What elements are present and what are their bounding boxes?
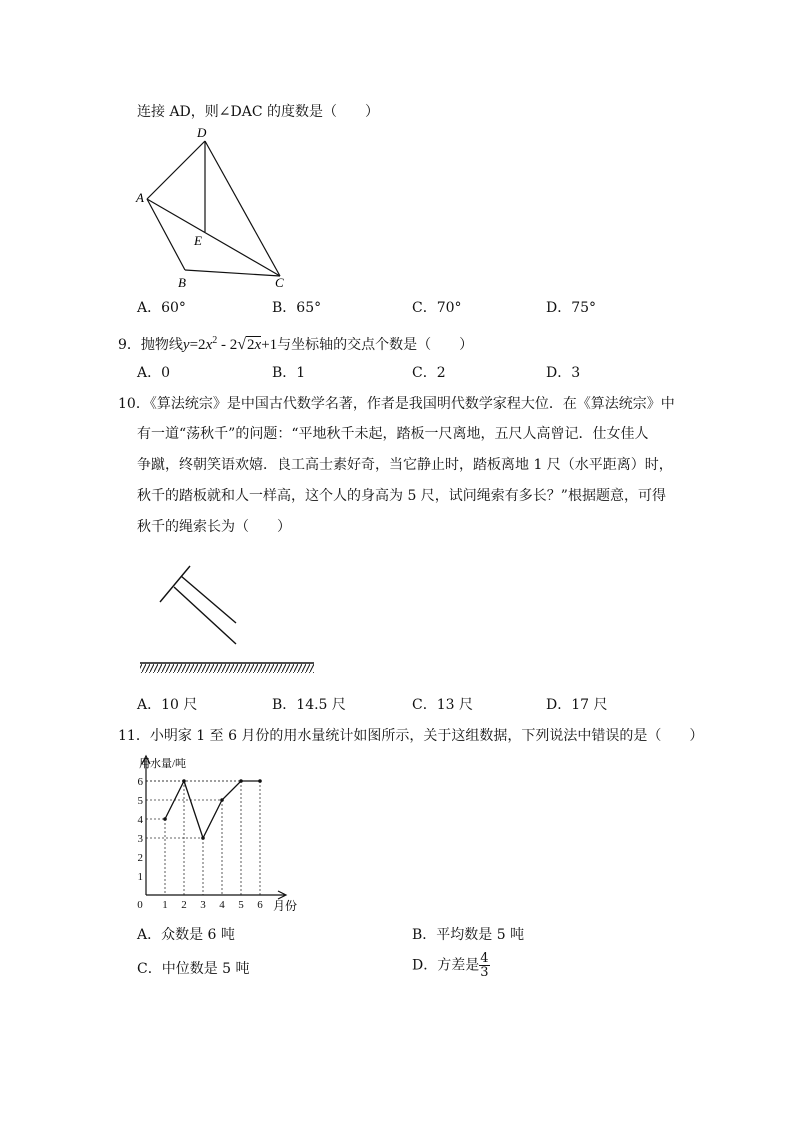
x-tick-label-2: 2 xyxy=(181,899,187,911)
q10-line-4: 秋千的踏板就和人一样高，这个人的身高为 5 尺，试问绳索有多长？”根据题意，可得 xyxy=(137,488,666,504)
q8-stem: 连接 AD，则∠DAC 的度数是（ ） xyxy=(137,104,380,120)
q8-figure xyxy=(130,122,300,294)
q9-option-a[interactable]: A．0 xyxy=(137,365,171,381)
q10-line-2: 有一道“荡秋千”的问题：“平地秋千未起，踏板一尺离地，五尺人高曾记．仕女佳人 xyxy=(137,426,649,442)
swing-figure xyxy=(138,560,318,680)
q11-stem: 11．小明家 1 至 6 月份的用水量统计如图所示，关于这组数据，下列说法中错误的是（ ） xyxy=(118,728,704,744)
segment-AD xyxy=(147,141,205,199)
q10-option-a[interactable]: A．10 尺 xyxy=(137,697,198,713)
swing-beam xyxy=(160,566,190,602)
x-tick-label-4: 4 xyxy=(219,899,225,911)
data-point-month-6 xyxy=(258,779,262,783)
label-D: D xyxy=(197,125,207,140)
q9-option-c[interactable]: C．2 xyxy=(412,365,446,381)
q11-option-d-prefix: D．方差是 xyxy=(412,957,480,974)
label-B: B xyxy=(178,275,186,290)
q8-option-a[interactable]: A．60° xyxy=(137,300,186,316)
variance-fraction: $\frac{4}{3}$ xyxy=(480,951,489,980)
q10-option-d[interactable]: D．17 尺 xyxy=(546,697,608,713)
ground-hatch xyxy=(140,664,314,673)
swing-rope-1 xyxy=(181,576,236,623)
q9-option-d[interactable]: D．3 xyxy=(546,365,581,381)
x-tick-label-5: 5 xyxy=(238,899,244,911)
x-tick-label-6: 6 xyxy=(257,899,263,911)
q8-option-b[interactable]: B．65° xyxy=(272,300,322,316)
q9-prefix: 抛物线 xyxy=(140,337,183,353)
y-tick-label-1: 1 xyxy=(137,871,143,883)
x-tick-label-0: 0 xyxy=(137,899,143,911)
data-point-month-1 xyxy=(163,817,167,821)
q9-suffix: 与坐标轴的交点个数是（ ） xyxy=(277,337,474,353)
q10-line-1: 10．《算法统宗》是中国古代数学名著，作者是我国明代数学家程大位．在《算法统宗》中 xyxy=(118,396,675,412)
usage-series-line xyxy=(165,781,260,838)
y-tick-label-5: 5 xyxy=(137,795,143,807)
x-tick-label-3: 3 xyxy=(200,899,206,911)
q9-formula: $y=2x^2 - 2√2x+1$ xyxy=(182,335,278,353)
data-point-month-5 xyxy=(239,779,243,783)
y-tick-label-2: 2 xyxy=(137,852,143,864)
q9-option-b[interactable]: B．1 xyxy=(272,365,306,381)
label-A: A xyxy=(136,190,144,205)
water-usage-chart xyxy=(135,752,310,917)
data-point-month-2 xyxy=(182,779,186,783)
x-tick-label-1: 1 xyxy=(162,899,168,911)
q10-line-5: 秋千的绳索长为（ ） xyxy=(137,519,291,535)
q11-option-a[interactable]: A．众数是 6 吨 xyxy=(137,927,235,943)
y-tick-label-4: 4 xyxy=(137,814,143,826)
q10-option-c[interactable]: C．13 尺 xyxy=(412,697,473,713)
q11-option-c[interactable]: C．中位数是 5 吨 xyxy=(137,961,250,977)
data-point-month-3 xyxy=(201,836,205,840)
q8-option-d[interactable]: D．75° xyxy=(546,300,597,316)
data-point-month-4 xyxy=(220,798,224,802)
q9-number: 9． xyxy=(118,337,141,353)
label-C: C xyxy=(275,275,284,290)
q10-option-b[interactable]: B．14.5 尺 xyxy=(272,697,346,713)
q11-option-b[interactable]: B．平均数是 5 吨 xyxy=(412,927,525,943)
y-tick-label-3: 3 xyxy=(137,833,143,845)
label-E: E xyxy=(194,233,202,248)
y-axis-label: 用水量/吨 xyxy=(139,758,187,770)
segment-BC xyxy=(185,270,280,276)
q11-option-d[interactable] xyxy=(412,952,490,979)
q8-option-c[interactable]: C．70° xyxy=(412,300,462,316)
x-axis-label: 月份 xyxy=(273,899,298,913)
q9-stem xyxy=(118,331,473,355)
q10-line-3: 争蹴，终朝笑语欢嬉．良工高士素好奇，当它静止时，踏板离地 1 尺（水平距离）时， xyxy=(137,457,673,473)
y-tick-label-6: 6 xyxy=(137,776,143,788)
segment-DC xyxy=(205,141,280,276)
